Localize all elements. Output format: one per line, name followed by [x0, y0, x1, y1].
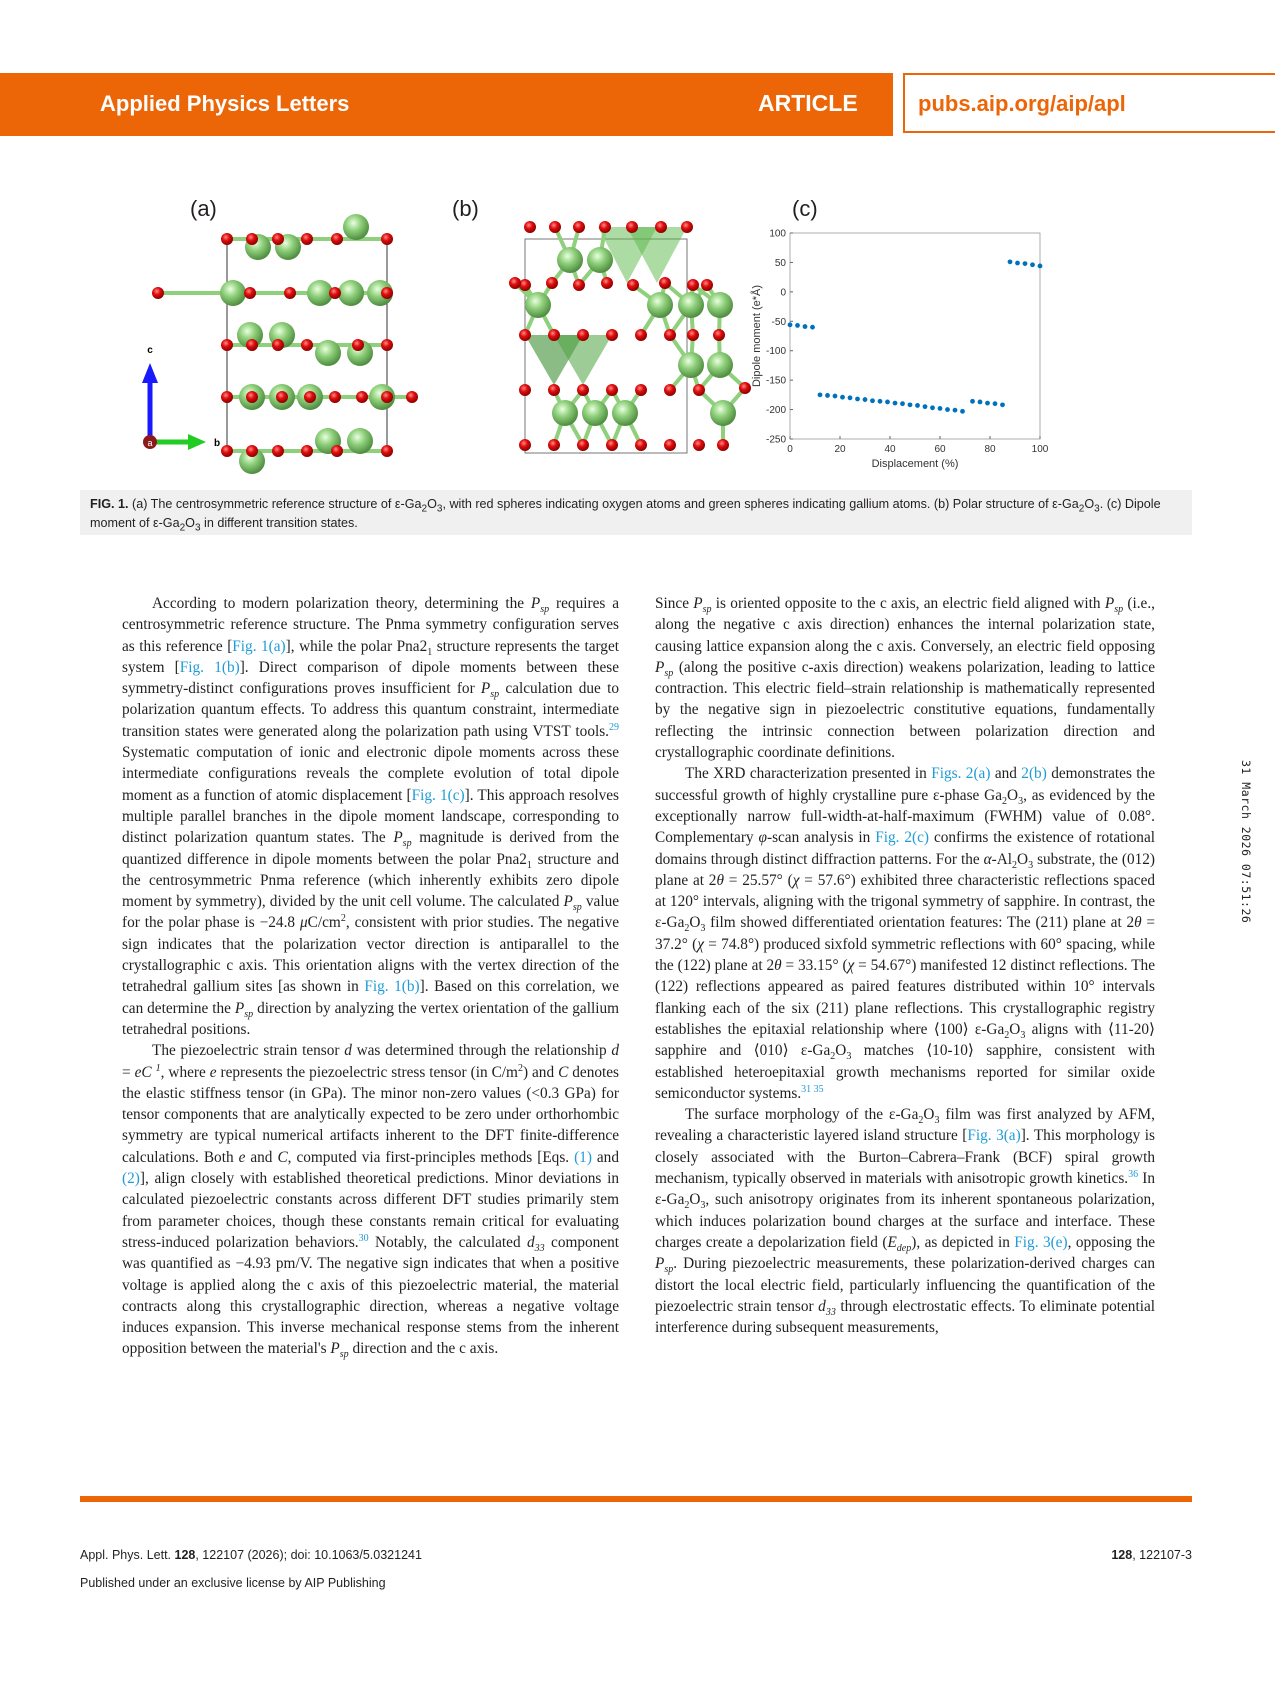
data-point	[833, 394, 838, 399]
oxygen-atom	[329, 391, 341, 403]
data-point	[893, 401, 898, 406]
oxygen-atom	[606, 384, 618, 396]
structure-a-image	[130, 205, 430, 475]
oxygen-atom	[276, 391, 288, 403]
oxygen-atom	[304, 391, 316, 403]
x-tick-label: 60	[934, 444, 946, 455]
page-volume: 128	[1111, 1548, 1133, 1562]
caption-label: FIG. 1.	[90, 497, 129, 511]
body-paragraph: The surface morphology of the $\varepsilon-Ga_2O_3$ film was first analyzed by AFM, revealing a characteristic layered island structure [Fig. 3(a)]. This morphology is closely associated with the Burton–Cabrera–Frank (BCF) spiral growth mechanism, typically observed in materials with anisotropic growth kinetics.$^{36}$ In $\varepsilon-Ga_2O_3$, such anisotropy originates from its inherent spontaneous polarization, which induces polarization bound charges at the surface and interface. These charges create a depolarization field $(E_{dep})$, as depicted in Fig. 3(e), opposing the $P_{sp}$. During piezoelectric measurements, these polarization-derived charges can distort the local electric field, particularly influencing the quantification of the piezoelectric strain tensor $d_{33}$ through electrostatic effects. To eliminate potential interference during subsequent measurements,	[655, 1106, 1156, 1337]
oxygen-atom	[381, 391, 393, 403]
b-axis-arrowhead	[188, 434, 206, 450]
y-tick-label: 100	[769, 228, 786, 240]
oxygen-atom	[381, 233, 393, 245]
data-point	[803, 324, 808, 329]
y-tick-label: -250	[765, 434, 786, 446]
oxygen-atom	[664, 329, 676, 341]
body-paragraph: The XRD characterization presented in Figs. 2(a) and 2(b) demonstrates the successful growth of highly crystalline pure ε-phase $Ga_2O_3$, as evidenced by the exceptionally narrow full-width-at-half-maximum (FWHM) value of 0.08°. Complementary φ-scan analysis in Fig. 2(c) confirms the existence of rotational domains through distinct diffraction patterns. For the $\alpha-Al_2O_3$ substrate, the (012) plane at 2θ = 25.57° (χ = 57.6°) exhibited three characteristic reflections spaced at 120° intervals, aligning with the trigonal symmetry of sapphire. In contrast, the $\varepsilon-Ga_2O_3$ film showed differentiated orientation features: The (211) plane at 2θ = 37.2° (χ = 74.8°) produced sixfold symmetric reflections with 60° spacing, while the (122) plane at 2θ = 33.15° (χ = 54.67°) manifested 12 distinct reflections. The (122) reflections appeared as paired features distributed within 10° intervals flanking each of the six (211) plane reflections. This crystallographic registry establishes the epitaxial relationship where ⟨100⟩ $\varepsilon-Ga_2O_3$ aligns with ⟨11-20⟩ sapphire and ⟨010⟩ $\varepsilon-Ga_2O_3$ matches ⟨10-10⟩ sapphire, consistent with established heteroepitaxial growth mechanisms reported for similar oxide semiconductor systems.$^{31 35}$	[655, 765, 1156, 1102]
y-tick-label: 0	[780, 287, 786, 299]
oxygen-atom	[352, 339, 364, 351]
oxygen-atom	[701, 279, 713, 291]
caption-subscript: 2	[179, 522, 186, 534]
caption-text: in different transition states.	[200, 516, 358, 530]
page-number: , 122107-3	[1132, 1548, 1192, 1562]
oxygen-atom	[272, 339, 284, 351]
gallium-atom	[525, 292, 551, 318]
oxygen-atom	[717, 439, 729, 451]
oxygen-atom	[635, 384, 647, 396]
gallium-atom	[707, 292, 733, 318]
data-point	[978, 400, 983, 405]
figure-caption	[80, 490, 1192, 535]
body-column-right	[655, 593, 1155, 1338]
gallium-atom	[552, 400, 578, 426]
data-point	[810, 325, 815, 330]
oxygen-atom	[381, 445, 393, 457]
panel-a-label: (a)	[190, 196, 217, 221]
oxygen-atom	[601, 277, 613, 289]
caption-text: O	[1084, 497, 1095, 511]
oxygen-atom	[272, 445, 284, 457]
oxygen-atom	[693, 439, 705, 451]
oxygen-atom	[221, 233, 233, 245]
caption-subscript: 2	[1078, 503, 1085, 515]
gallium-atom	[678, 352, 704, 378]
data-point	[1015, 261, 1020, 266]
x-tick-label: 20	[834, 444, 846, 455]
x-tick-label: 40	[884, 444, 896, 455]
caption-subscript: 3	[436, 503, 443, 515]
data-point	[938, 406, 943, 411]
x-tick-label: 80	[984, 444, 996, 455]
footer-page-number	[1111, 1548, 1192, 1562]
gallium-atom	[678, 292, 704, 318]
oxygen-atom	[246, 391, 258, 403]
gallium-atom	[582, 400, 608, 426]
oxygen-atom	[626, 221, 638, 233]
caption-text: . (c) Dipole moment of ε-Ga	[90, 497, 1161, 530]
data-point	[795, 323, 800, 328]
oxygen-atom	[548, 439, 560, 451]
gallium-atom	[220, 280, 246, 306]
body-paragraph: According to modern polarization theory, determining the $P_{sp}$ requires a centrosymmetric reference structure. The Pnma symmetry configuration serves as this reference [Fig. 1(a)], while the polar $Pna2_1$ structure represents the target system [Fig. 1(b)]. Direct comparison of dipole moments between these symmetry-distinct configurations proves insufficient for $P_{sp}$ calculation due to polarization quantum effects. To address this quantum constraint, intermediate transition states were generated along the polarization path using VTST tools.$^{29}$ Systematic computation of ionic and electronic dipole moments across these intermediate configurations reveals the complete evolution of total dipole moment as a function of atomic displacement [Fig. 1(c)]. This approach resolves multiple parallel branches in the dipole moment landscape, corresponding to distinct polarization quantum states. The $P_{sp}$ magnitude is derived from the quantized difference in dipole moments between the polar $Pna2_1$ structure and the centrosymmetric Pnma reference (which inherently exhibits zero dipole moment by symmetry), divided by the unit cell volume. The calculated $P_{sp}$ value for the polar phase is −24.8 $\mu C/cm^2$, consistent with prior studies. The negative sign indicates that the polarization vector direction is antiparallel to the crystallographic c axis. This orientation aligns with the vertex direction of the tetrahedral gallium sites [as shown in Fig. 1(b)]. Based on this correlation, we can determine the $P_{sp}$ direction by analyzing the vertex orientation of the gallium tetrahedral positions.	[122, 595, 620, 1038]
data-point	[953, 408, 958, 413]
oxygen-atom	[519, 279, 531, 291]
section-label: ARTICLE	[758, 90, 858, 116]
y-tick-label: -150	[765, 375, 786, 387]
oxygen-atom	[152, 287, 164, 299]
oxygen-atom	[549, 221, 561, 233]
gallium-atom	[612, 400, 638, 426]
oxygen-atom	[664, 439, 676, 451]
data-point	[923, 404, 928, 409]
x-axis-label: Displacement (%)	[871, 458, 959, 470]
oxygen-atom	[381, 287, 393, 299]
panel-b-label: (b)	[452, 196, 479, 221]
oxygen-atom	[519, 384, 531, 396]
oxygen-atom	[329, 287, 341, 299]
oxygen-atom	[246, 233, 258, 245]
gallium-atom	[587, 247, 613, 273]
data-point	[855, 397, 860, 402]
journal-title: Applied Physics Letters	[100, 91, 350, 116]
caption-text: O	[427, 497, 437, 511]
footer-rule	[80, 1496, 1192, 1502]
oxygen-atom	[548, 329, 560, 341]
caption-text: O	[185, 516, 195, 530]
oxygen-atom	[664, 384, 676, 396]
oxygen-atom	[655, 221, 667, 233]
oxygen-atom	[221, 445, 233, 457]
caption-text: , with red spheres indicating oxygen atoms and green spheres indicating gallium atoms. (b) Polar structure of ε-Ga	[442, 497, 1079, 511]
oxygen-atom	[713, 329, 725, 341]
oxygen-atom	[573, 221, 585, 233]
data-point	[863, 397, 868, 402]
data-point	[970, 399, 975, 404]
oxygen-atom	[272, 233, 284, 245]
oxygen-atom	[681, 221, 693, 233]
plot-area	[790, 233, 1040, 439]
data-point	[788, 322, 793, 327]
journal-url-link[interactable]: pubs.aip.org/aip/apl	[918, 91, 1126, 116]
oxygen-atom	[577, 439, 589, 451]
b-axis-label: b	[214, 438, 221, 449]
data-point	[1008, 259, 1013, 264]
oxygen-atom	[519, 439, 531, 451]
c-axis-arrowhead	[142, 363, 158, 383]
gallium-atom	[647, 292, 673, 318]
body-paragraph: Since $P_{sp}$ is oriented opposite to the c axis, an electric field aligned with $P_{sp}$ (i.e., along the negative c axis direction) enhances the internal polarization state, causing lattice expansion along the c axis. Conversely, an electric field opposing $P_{sp}$ (along the positive c-axis direction) weakens polarization, leading to lattice contraction. This electric field–strain relationship is mathematically represented by the negative sign in piezoelectric constitutive equations, fundamentally reflecting the intrinsic connection between polarization direction and crystallographic coordinate definitions.	[655, 595, 1155, 762]
data-point	[945, 407, 950, 412]
oxygen-atom	[246, 445, 258, 457]
oxygen-atom	[687, 329, 699, 341]
citation-volume: 128	[174, 1548, 196, 1562]
data-point	[848, 395, 853, 400]
dipole-moment-chart	[740, 205, 1130, 475]
data-point	[993, 401, 998, 406]
oxygen-atom	[301, 339, 313, 351]
oxygen-atom	[606, 439, 618, 451]
y-tick-label: -200	[765, 405, 786, 417]
oxygen-atom	[635, 439, 647, 451]
gallium-atom	[343, 214, 369, 240]
panel-c-label: (c)	[792, 196, 818, 221]
oxygen-atom	[548, 384, 560, 396]
gallium-atom	[315, 340, 341, 366]
caption-subscript: 3	[1094, 503, 1100, 515]
gallium-atom	[338, 280, 364, 306]
oxygen-atom	[381, 339, 393, 351]
caption-subscript: 3	[194, 522, 201, 534]
oxygen-atom	[221, 339, 233, 351]
data-point	[878, 399, 883, 404]
data-point	[825, 393, 830, 398]
oxygen-atom	[284, 287, 296, 299]
data-point	[818, 392, 823, 397]
oxygen-atom	[577, 329, 589, 341]
oxygen-atom	[546, 277, 558, 289]
y-tick-label: -100	[765, 346, 786, 358]
gallium-atom	[707, 352, 733, 378]
oxygen-atom	[221, 391, 233, 403]
oxygen-atom	[301, 233, 313, 245]
caption-subscript: 2	[421, 503, 428, 515]
oxygen-atom	[331, 233, 343, 245]
data-point	[1030, 262, 1035, 267]
footer-citation	[80, 1548, 422, 1562]
oxygen-atom	[356, 391, 368, 403]
y-tick-label: -50	[771, 316, 786, 328]
data-point	[985, 401, 990, 406]
data-point	[900, 401, 905, 406]
data-point	[885, 400, 890, 405]
oxygen-atom	[246, 339, 258, 351]
x-tick-label: 0	[787, 444, 793, 455]
data-point	[930, 405, 935, 410]
a-axis-label: a	[147, 438, 153, 448]
oxygen-atom	[519, 329, 531, 341]
citation-journal: Appl. Phys. Lett.	[80, 1548, 175, 1562]
oxygen-atom	[509, 277, 521, 289]
body-paragraph: The piezoelectric strain tensor d was determined through the relationship d = eC $^1$, where e represents the piezoelectric stress tensor (in $C/m^2$) and C denotes the elastic stiffness tensor (in GPa). The minor non-zero values (<0.3 GPa) for tensor components that are analytically expected to be zero under orthorhombic symmetry are typical numerical artifacts inherent to the DFT finite-difference calculations. Both e and C, computed via first-principles methods [Eqs. (1) and (2)], align closely with established theoretical predictions. Minor deviations in calculated piezoelectric constants across different DFT studies primarily stem from parameter choices, though these constants remain critical for evaluating stress-induced polarization behaviors.$^{30}$ Notably, the calculated $d_{33}$ component was quantified as −4.93 pm/V. The negative sign indicates that when a positive voltage is applied along the c axis of this piezoelectric material, the material contracts along this crystallographic direction, whereas a negative voltage induces expansion. This inverse mechanical response stems from the inherent opposition between the material's $P_{sp}$ direction and the c axis.	[122, 1042, 619, 1361]
oxygen-atom	[627, 279, 639, 291]
oxygen-atom	[524, 221, 536, 233]
oxygen-atom	[599, 221, 611, 233]
structure-b-image	[455, 205, 755, 475]
citation-doi[interactable]: , 122107 (2026); doi: 10.1063/5.0321241	[195, 1548, 422, 1562]
oxygen-atom	[577, 384, 589, 396]
gallium-atom	[710, 400, 736, 426]
gallium-atom	[557, 247, 583, 273]
data-point	[960, 409, 965, 414]
data-point	[1023, 261, 1028, 266]
body-column-left	[122, 593, 619, 1360]
data-point	[840, 395, 845, 400]
oxygen-atom	[301, 445, 313, 457]
oxygen-atom	[687, 279, 699, 291]
data-point	[1038, 264, 1043, 269]
data-point	[870, 398, 875, 403]
c-axis-label: c	[147, 345, 153, 356]
x-tick-label: 100	[1031, 444, 1049, 455]
oxygen-atom	[606, 329, 618, 341]
data-point	[1000, 402, 1005, 407]
oxygen-atom	[331, 445, 343, 457]
oxygen-atom	[659, 277, 671, 289]
oxygen-atom	[693, 384, 705, 396]
oxygen-atom	[573, 279, 585, 291]
download-timestamp: 31 March 2026 07:51:26	[1239, 760, 1253, 924]
data-point	[915, 403, 920, 408]
oxygen-atom	[635, 329, 647, 341]
footer-license: Published under an exclusive license by AIP Publishing	[80, 1576, 386, 1590]
atoms-group-a	[152, 214, 418, 474]
gallium-atom	[347, 428, 373, 454]
y-axis-label: Dipole moment (e*Å)	[751, 284, 763, 388]
y-tick-label: 50	[774, 257, 786, 269]
caption-text: (a) The centrosymmetric reference structure of ε-Ga	[128, 497, 422, 511]
oxygen-atom	[406, 391, 418, 403]
oxygen-atom	[244, 287, 256, 299]
data-point	[908, 402, 913, 407]
